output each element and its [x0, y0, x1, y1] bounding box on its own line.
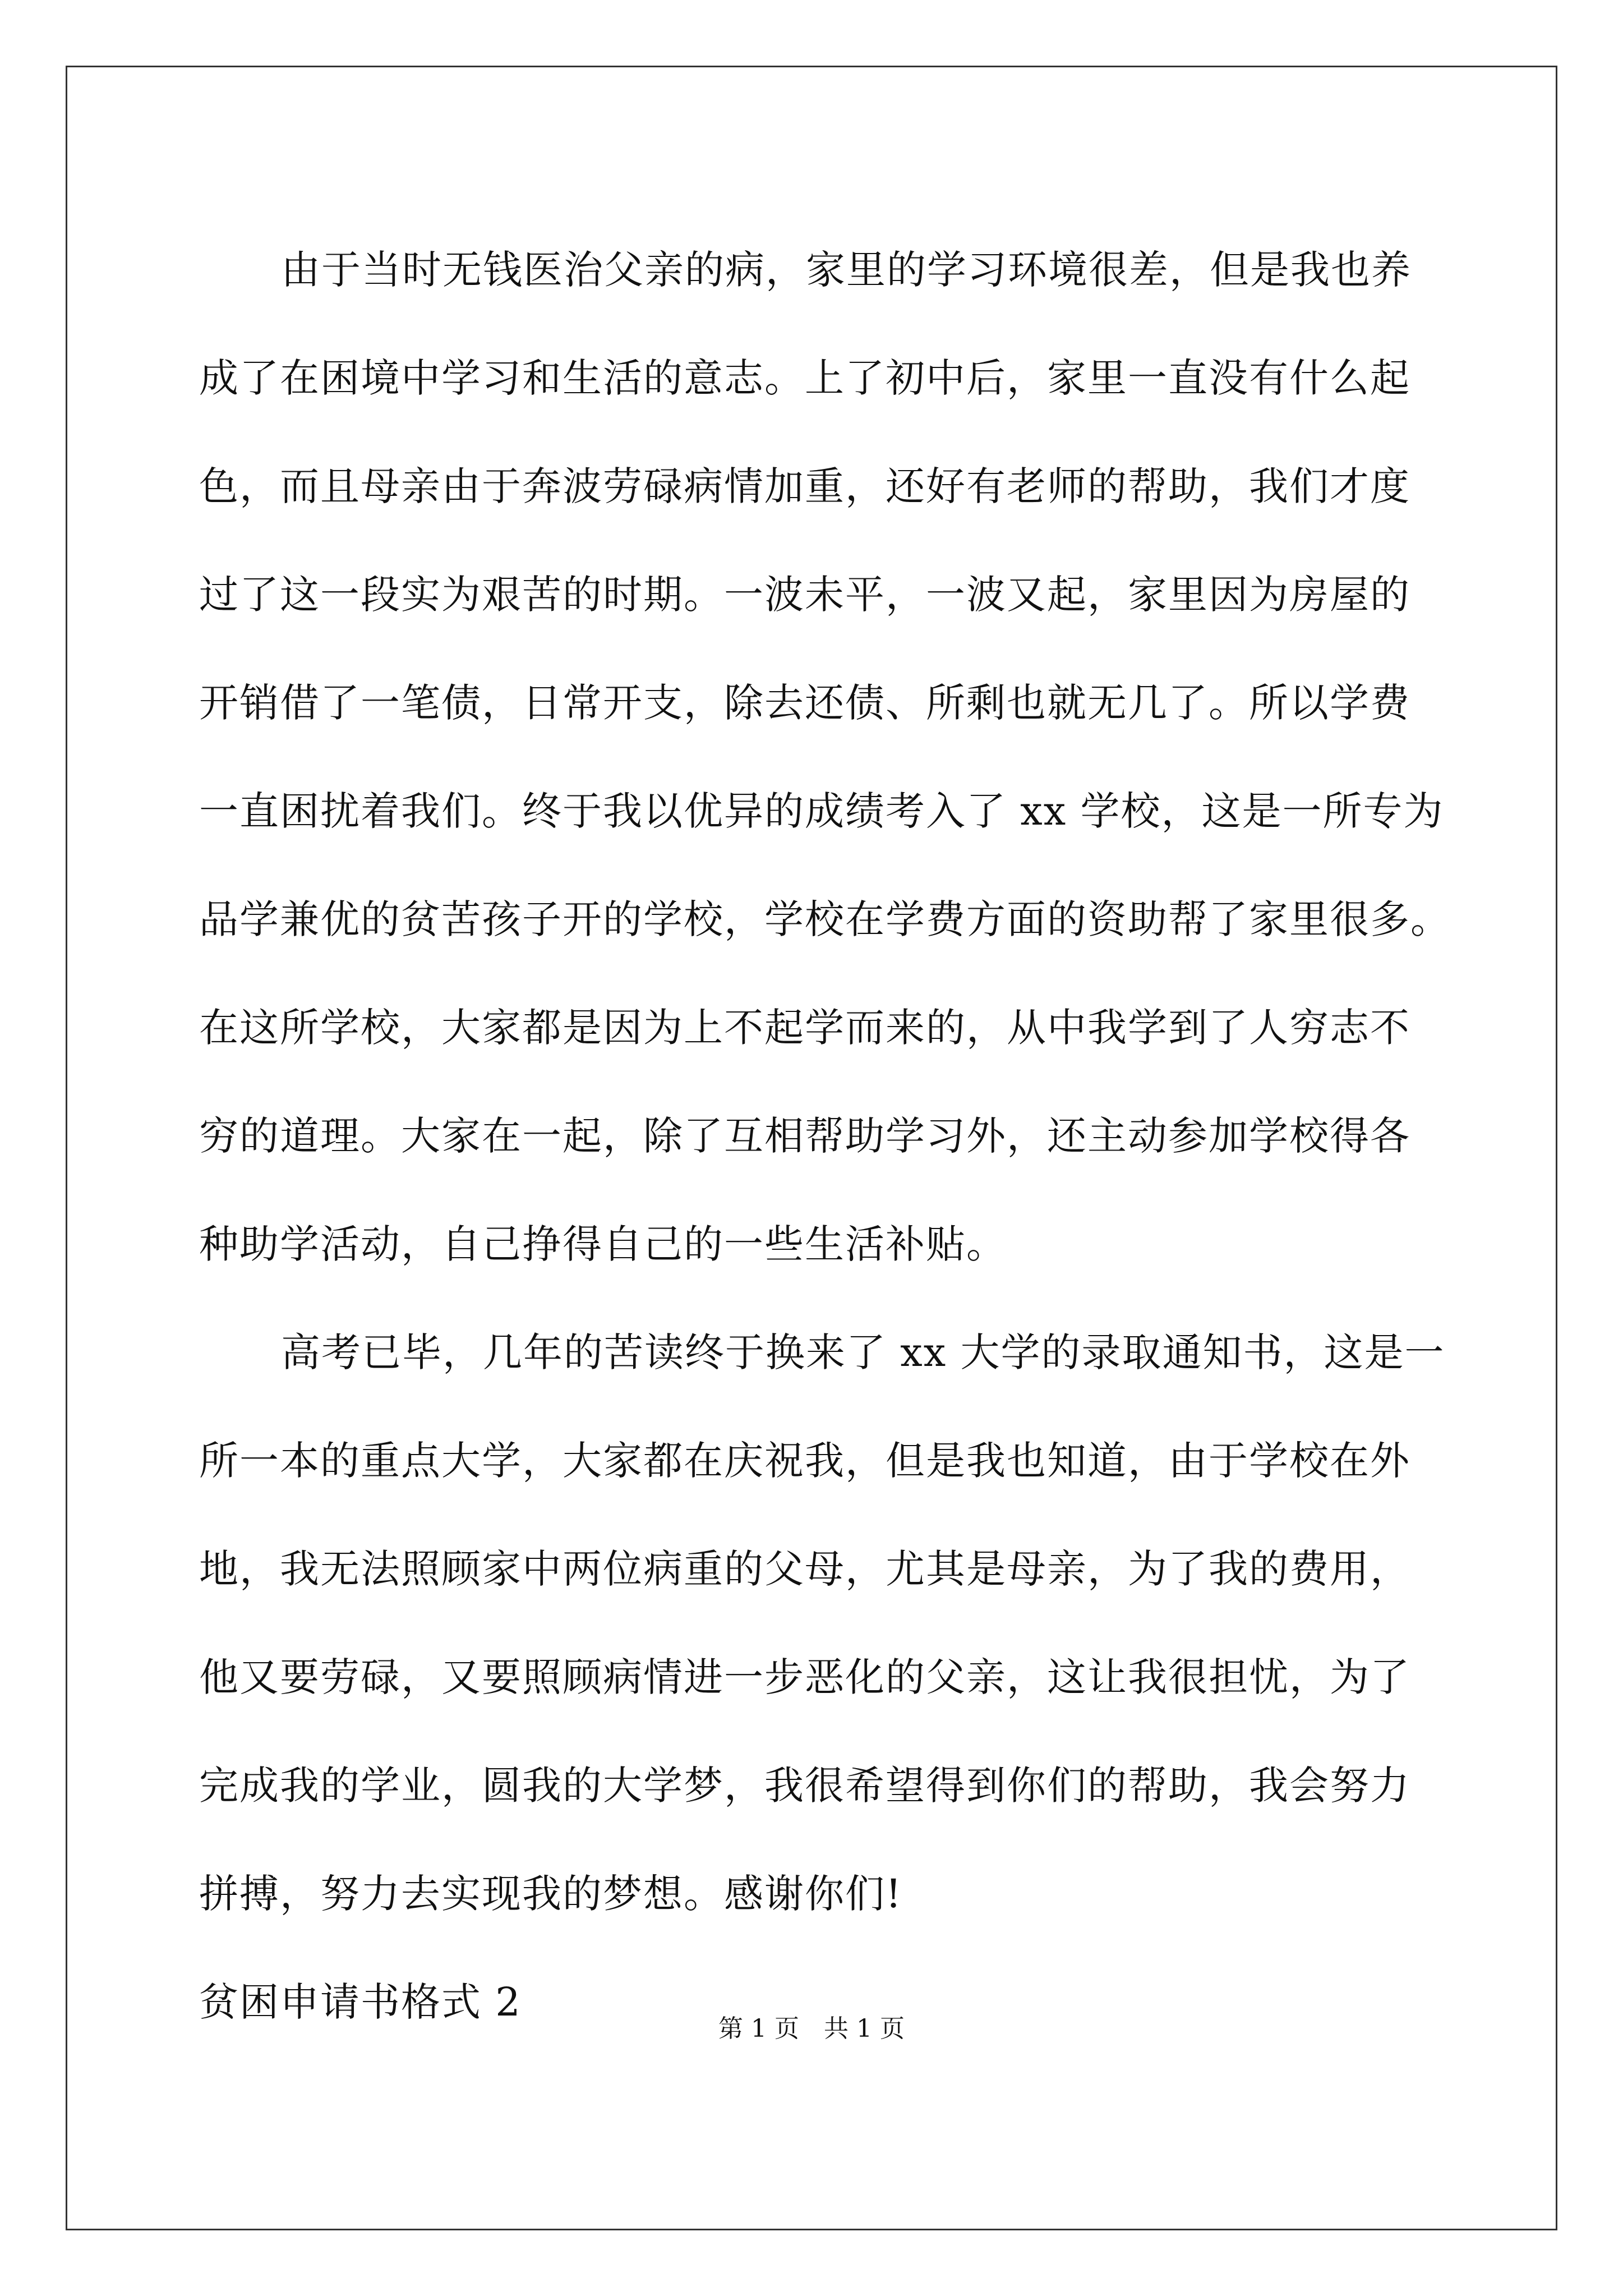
text-line: 色，而且母亲由于奔波劳碌病情加重，还好有老师的帮助，我们才度: [199, 463, 1410, 509]
text-line: 品学兼优的贫苦孩子开的学校，学校在学费方面的资助帮了家里很多。: [199, 896, 1451, 942]
text-line: 成了在困境中学习和生活的意志。上了初中后，家里一直没有什么起: [199, 355, 1410, 401]
page-footer: 第 1 页 共 1 页: [718, 2014, 905, 2043]
paragraph-1: [199, 216, 1461, 1299]
text-line: 穷的道理。大家在一起，除了互相帮助学习外，还主动参加学校得各: [199, 1113, 1410, 1159]
document-body: [199, 216, 1461, 2056]
text-line: 过了这一段实为艰苦的时期。一波未平，一波又起，家里因为房屋的: [199, 572, 1410, 618]
text-line: 种助学活动，自己挣得自己的一些生活补贴。: [199, 1221, 1007, 1267]
text-line: 地，我无法照顾家中两位病重的父母，尤其是母亲，为了我的费用，: [199, 1546, 1410, 1592]
text-line: 他又要劳碌，又要照顾病情进一步恶化的父亲，这让我很担忧，为了: [199, 1654, 1410, 1700]
text-line: 由于当时无钱医治父亲的病，家里的学习环境很差，但是我也养: [281, 247, 1412, 293]
text-line: 拼搏，努力去实现我的梦想。感谢你们!: [199, 1871, 903, 1917]
text-line: 在这所学校，大家都是因为上不起学而来的，从中我学到了人穷志不: [199, 1005, 1410, 1051]
section-heading: 贫困申请书格式 2: [199, 1979, 522, 2025]
text-line: 所一本的重点大学，大家都在庆祝我，但是我也知道，由于学校在外: [199, 1438, 1410, 1484]
text-line: 完成我的学业，圆我的大学梦，我很希望得到你们的帮助，我会努力: [199, 1763, 1410, 1809]
paragraph-2: [199, 1299, 1461, 1948]
text-line: 高考已毕，几年的苦读终于换来了 xx 大学的录取通知书，这是一: [281, 1329, 1445, 1375]
text-line: 开销借了一笔债，日常开支，除去还债、所剩也就无几了。所以学费: [199, 680, 1410, 726]
text-line: 一直困扰着我们。终于我以优异的成绩考入了 xx 学校，这是一所专为: [199, 788, 1444, 834]
